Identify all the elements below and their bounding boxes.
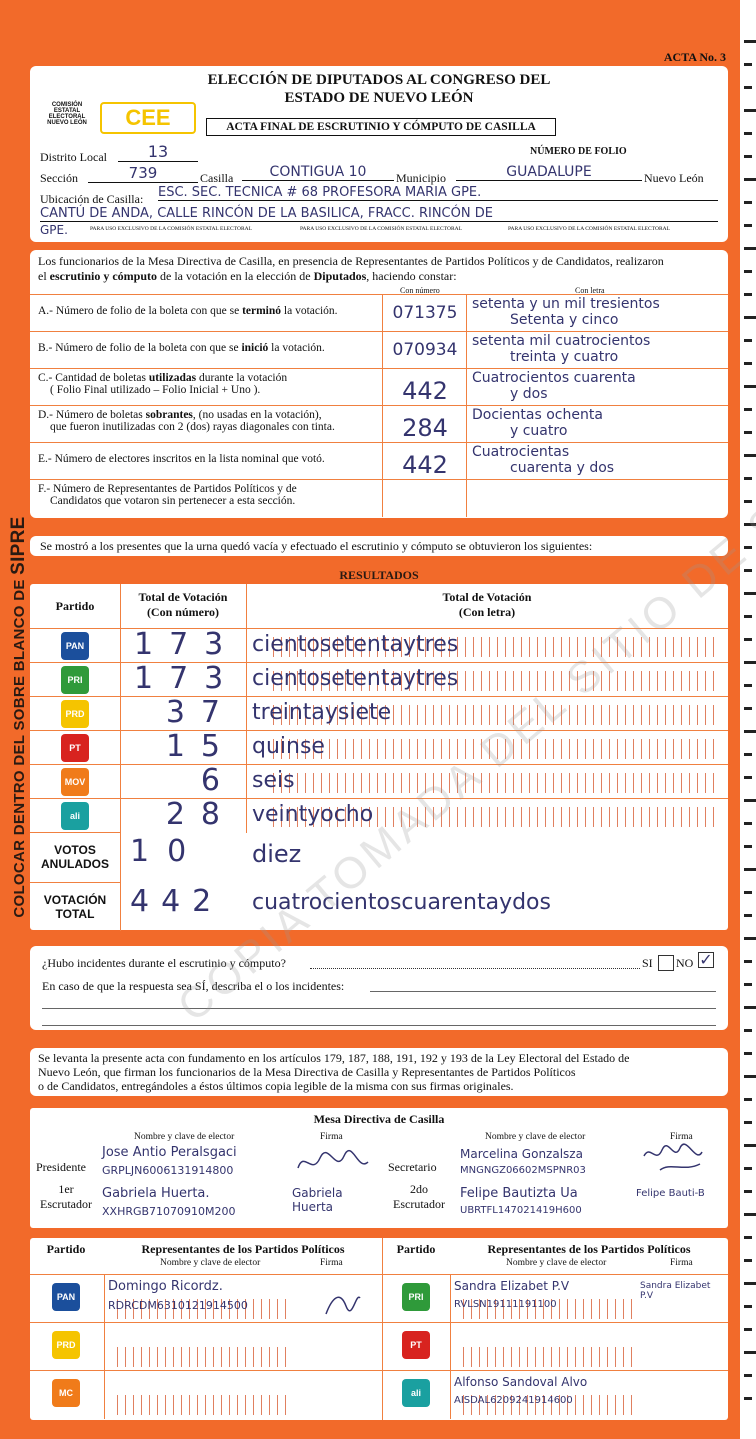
barcode-mark <box>744 1328 752 1331</box>
seccion-value: 739 <box>88 164 198 183</box>
acta-number: ACTA No. 3 <box>663 50 726 64</box>
item-letra-1: Cuatrocientas <box>472 444 570 460</box>
party-logo-icon: PAN <box>61 632 89 660</box>
secretario-clave: MNGNGZ06602MSPNR03 <box>460 1165 586 1176</box>
results-row <box>30 764 728 799</box>
barcode-mark <box>744 1397 752 1400</box>
results-col-numero: Total de Votación (Con número) <box>120 584 247 629</box>
rep-party-logo-icon: MC <box>52 1379 80 1407</box>
party-logo-icon: PRI <box>61 666 89 694</box>
total-label: VOTACIÓN TOTAL <box>30 882 121 931</box>
item-numero: 071375 <box>392 303 458 323</box>
legal-line-3: o de Candidatos, entregándoles a éstos últimos copia legible de la misma con sus firmas originales. <box>38 1079 514 1093</box>
distrito-label: Distrito Local <box>40 150 107 164</box>
barcode-mark <box>744 339 752 342</box>
item-letra-1: Docientas ochenta <box>472 407 603 423</box>
reps-col-firma-left: Firma <box>320 1258 343 1268</box>
results-row <box>30 730 728 765</box>
barcode-mark <box>744 1098 752 1101</box>
legal-line-1: Se levanta la presente acta con fundamento en los artículos 179, 187, 188, 191, 192 y 193 de la Ley Electoral del Estado de <box>38 1051 630 1065</box>
title-line-2: ESTADO DE NUEVO LEÓN <box>284 90 474 106</box>
barcode-mark <box>744 270 752 273</box>
barcode-mark <box>744 293 752 296</box>
exclusive-note-1: PARA USO EXCLUSIVO DE LA COMISIÓN ESTATAL ELECTORAL <box>90 226 252 232</box>
results-title: RESULTADOS <box>339 568 419 582</box>
barcode-mark <box>744 1075 756 1078</box>
barcode-mark <box>744 1121 752 1124</box>
item-letra-2: treinta y cuatro <box>510 349 619 365</box>
barcode-mark <box>744 86 752 89</box>
incidents-question: ¿Hubo incidentes durante el escrutinio y cómputo? <box>42 956 286 970</box>
party-votes-numero: 173 <box>134 661 240 696</box>
barcode-mark <box>744 615 752 618</box>
barcode-mark <box>744 477 752 480</box>
ubicacion-line-3: GPE. <box>40 223 68 237</box>
item-letra-1: setenta mil cuatrocientos <box>472 333 651 349</box>
barcode-mark <box>744 247 756 250</box>
presidente-clave: GRPLJN6006131914800 <box>102 1164 234 1177</box>
item-label: C.- Cantidad de boletas utilizadas durante la votación ( Folio Final utilizado – Folio Inicial + Uno ). <box>38 372 288 396</box>
header-section <box>30 66 728 242</box>
secretario-nombre: Marcelina Gonzalsza <box>460 1147 583 1161</box>
item-label: D.- Número de boletas sobrantes, (no usadas en la votación), que fueron inutilizadas con 2 (dos) rayas diagonales con tinta. <box>38 409 335 433</box>
anulados-numero: 10 <box>130 834 205 869</box>
items-section <box>30 250 728 518</box>
reps-col-rep-right: Representantes de los Partidos Políticos <box>487 1242 691 1256</box>
rep-party-logo-icon: PRI <box>402 1283 430 1311</box>
reps-col-partido-right: Partido <box>396 1242 436 1256</box>
legal-line-2: Nuevo León, que firman los funcionarios de la Mesa Directiva de Casilla y Representantes de Partidos Políticos <box>38 1065 576 1079</box>
secretario-label: Secretario <box>388 1160 437 1174</box>
barcode-mark <box>744 1190 752 1193</box>
item-row <box>30 442 728 480</box>
item-letra-2: Setenta y cinco <box>510 312 619 328</box>
item-label: B.- Número de folio de la boleta con que se inició la votación. <box>38 342 325 354</box>
intro-line-2: el escrutinio y cómputo de la votación en la elección de Diputados, haciendo constar: <box>38 269 457 283</box>
distrito-value: 13 <box>118 142 198 162</box>
incidents-describe: En caso de que la respuesta sea SÍ, describa el o los incidentes: <box>42 979 345 993</box>
si-checkbox[interactable] <box>658 955 674 971</box>
item-label: F.- Número de Representantes de Partidos Políticos y de Candidatos que votaron sin pertenecer a esta sección. <box>38 483 297 507</box>
escrutador1-firma: Gabriela Huerta <box>292 1186 343 1214</box>
barcode-mark <box>744 937 756 940</box>
barcode-mark <box>744 1029 752 1032</box>
incidents-section <box>30 946 728 1030</box>
acta-subtitle: ACTA FINAL DE ESCRUTINIO Y CÓMPUTO DE CASILLA <box>206 118 556 136</box>
intro-line-1: Los funcionarios de la Mesa Directiva de Casilla, en presencia de Representantes de Partidos Políticos y de Candidatos, realizaron <box>38 254 664 268</box>
rep-nombre: Alfonso Sandoval Alvo <box>454 1375 588 1389</box>
barcode-mark <box>744 1236 752 1239</box>
presidente-nombre: Jose Antio Peralsgaci <box>102 1145 237 1160</box>
urn-statement-box <box>30 536 728 556</box>
rep-party-logo-icon: PAN <box>52 1283 80 1311</box>
mesa-title: Mesa Directiva de Casilla <box>313 1112 445 1126</box>
item-numero: 442 <box>402 377 448 405</box>
secretario-signature <box>640 1142 720 1176</box>
rep-clave: RDRCDM6310121914500 <box>108 1299 248 1312</box>
rep-party-logo-icon: ali <box>402 1379 430 1407</box>
escrutador2-firma: Felipe Bauti-B <box>636 1188 705 1199</box>
escrutador1-clave: XXHRGB71070910M200 <box>102 1205 236 1218</box>
escrutador2-nombre: Felipe Bautizta Ua <box>460 1186 578 1201</box>
title-line-1: ELECCIÓN DE DIPUTADOS AL CONGRESO DEL <box>207 72 551 88</box>
reps-col-firma-right: Firma <box>670 1258 693 1268</box>
item-row <box>30 368 728 406</box>
escrutador2-clave: UBRTFL147021419H600 <box>460 1205 582 1216</box>
reps-col-nombre-right: Nombre y clave de elector <box>506 1258 607 1268</box>
barcode-mark <box>744 960 752 963</box>
presidente-label: Presidente <box>36 1160 86 1174</box>
party-votes-letra: quinse <box>252 734 325 759</box>
item-row <box>30 294 728 332</box>
barcode-mark <box>744 730 756 733</box>
incidents-line-2[interactable] <box>42 1008 716 1009</box>
seccion-label: Sección <box>40 171 78 185</box>
party-logo-icon: MOV <box>61 768 89 796</box>
barcode-mark <box>744 1144 756 1147</box>
exclusive-note-2: PARA USO EXCLUSIVO DE LA COMISIÓN ESTATAL ELECTORAL <box>300 226 462 232</box>
item-letra-2: y cuatro <box>510 423 568 439</box>
item-numero: 284 <box>402 414 448 442</box>
total-letra: cuatrocientoscuarentaydos <box>252 890 551 915</box>
item-row <box>30 331 728 369</box>
barcode-mark <box>744 201 752 204</box>
party-votes-numero: 15 <box>165 729 236 764</box>
org-name: COMISIÓN ESTATAL ELECTORAL NUEVO LEÓN <box>47 102 87 126</box>
mesa-col-nombre-left: Nombre y clave de elector <box>134 1132 235 1142</box>
reps-col-rep-left: Representantes de los Partidos Políticos <box>141 1242 345 1256</box>
mesa-col-nombre-right: Nombre y clave de elector <box>485 1132 586 1142</box>
watermark: COPIA TOMADA DEL SITIO DE SIPRE <box>168 417 756 1032</box>
party-votes-letra: cientosetentaytres <box>252 632 459 657</box>
party-votes-letra: cientosetentaytres <box>252 666 459 691</box>
col-numero-header: Con número <box>400 286 440 295</box>
barcode-mark <box>744 1259 752 1262</box>
col-letra-header: Con letra <box>575 286 605 295</box>
party-votes-numero: 173 <box>134 627 240 662</box>
escrutador1-nombre: Gabriela Huerta. <box>102 1186 210 1201</box>
barcode-mark <box>744 1305 752 1308</box>
casilla-label: Casilla <box>200 171 234 185</box>
mesa-section <box>30 1108 728 1228</box>
barcode-mark <box>744 799 756 802</box>
party-logo-icon: PRD <box>61 700 89 728</box>
escrutador1-label: 1er Escrutador <box>40 1182 92 1211</box>
barcode-mark <box>744 224 752 227</box>
barcode-mark <box>744 983 752 986</box>
party-votes-letra: seis <box>252 768 295 793</box>
barcode-mark <box>744 753 752 756</box>
estado-label: Nuevo León <box>644 171 704 185</box>
urn-statement: Se mostró a los presentes que la urna quedó vacía y efectuado el escrutinio y cómputo se obtuvieron los siguientes: <box>40 539 593 553</box>
incidents-dots <box>310 968 640 969</box>
escrutador2-label: 2do Escrutador <box>393 1182 445 1211</box>
mesa-col-firma-left: Firma <box>320 1132 343 1142</box>
party-votes-numero: 37 <box>165 695 236 730</box>
item-label: E.- Número de electores inscritos en la lista nominal que votó. <box>38 453 325 465</box>
reps-section <box>30 1238 728 1420</box>
barcode-mark <box>744 155 752 158</box>
barcode-mark <box>744 868 756 871</box>
ubicacion-label: Ubicación de Casilla: <box>40 192 144 206</box>
results-col-partido: Partido <box>30 584 121 629</box>
barcode-mark <box>744 1351 756 1354</box>
barcode-mark <box>744 845 752 848</box>
barcode-mark <box>744 1167 752 1170</box>
barcode-mark <box>744 454 756 457</box>
barcode-mark <box>744 1213 756 1216</box>
item-numero: 070934 <box>392 340 458 360</box>
casilla-value: CONTIGUA 10 <box>242 164 394 181</box>
barcode-mark <box>744 638 752 641</box>
item-letra-1: setenta y un mil tresientos <box>472 296 660 312</box>
party-votes-numero: 28 <box>165 797 236 832</box>
no-checkbox[interactable]: ✓ <box>699 950 713 969</box>
barcode-mark <box>744 500 752 503</box>
reps-row <box>30 1370 728 1419</box>
barcode-mark <box>744 362 752 365</box>
legal-section <box>30 1048 728 1096</box>
item-letra-2: cuarenta y dos <box>510 460 615 476</box>
reps-row <box>30 1274 728 1323</box>
results-row <box>30 696 728 731</box>
anulados-letra: diez <box>252 840 302 868</box>
barcode-strip <box>740 0 756 1439</box>
barcode-mark <box>744 1052 752 1055</box>
barcode-mark <box>744 707 752 710</box>
exclusive-note-3: PARA USO EXCLUSIVO DE LA COMISIÓN ESTATAL ELECTORAL <box>508 226 670 232</box>
anulados-label: VOTOS ANULADOS <box>30 832 121 883</box>
barcode-mark <box>744 408 752 411</box>
rep-nombre: Domingo Ricordz. <box>108 1279 223 1294</box>
barcode-mark <box>744 1374 752 1377</box>
municipio-value: GUADALUPE <box>456 164 642 181</box>
barcode-mark <box>744 661 756 664</box>
rep-clave: AISDAL6209241914600 <box>454 1395 573 1406</box>
barcode-mark <box>744 385 756 388</box>
barcode-mark <box>744 109 756 112</box>
no-label: NO <box>676 956 694 970</box>
item-row <box>30 479 728 517</box>
party-votes-letra: veintyocho <box>252 802 374 827</box>
barcode-mark <box>744 1282 756 1285</box>
item-row <box>30 405 728 443</box>
rep-party-logo-icon: PRD <box>52 1331 80 1359</box>
barcode-mark <box>744 431 752 434</box>
barcode-mark <box>744 316 756 319</box>
barcode-mark <box>744 63 752 66</box>
barcode-mark <box>744 1006 756 1009</box>
ubicacion-line-1: ESC. SEC. TECNICA # 68 PROFESORA MARIA GPE. <box>158 185 718 201</box>
item-label: A.- Número de folio de la boleta con que se terminó la votación. <box>38 305 338 317</box>
barcode-mark <box>744 776 752 779</box>
rep-party-logo-icon: PT <box>402 1331 430 1359</box>
presidente-signature <box>292 1148 372 1178</box>
folio-label: NÚMERO DE FOLIO <box>530 146 627 157</box>
party-votes-letra: treintaysiete <box>252 700 392 725</box>
rep-pan-signature <box>322 1288 362 1318</box>
side-instruction: COLOCAR DENTRO DEL SOBRE BLANCO DE SIPRE <box>8 516 29 918</box>
party-logo-icon: PT <box>61 734 89 762</box>
barcode-mark <box>744 891 752 894</box>
barcode-mark <box>744 822 752 825</box>
total-numero: 442 <box>130 884 224 919</box>
reps-col-nombre-left: Nombre y clave de elector <box>160 1258 261 1268</box>
barcode-mark <box>744 178 756 181</box>
incidents-line-1[interactable] <box>370 991 716 992</box>
ubicacion-line-2: CANTÚ DE ANDA, CALLE RINCÓN DE LA BASILICA, FRACC. RINCÓN DE <box>40 206 718 222</box>
party-votes-numero: 6 <box>200 763 236 798</box>
mesa-col-firma-right: Firma <box>670 1132 693 1142</box>
barcode-mark <box>744 592 756 595</box>
party-logo-icon: ali <box>61 802 89 830</box>
si-label: SI <box>642 956 653 970</box>
reps-col-partido-left: Partido <box>46 1242 86 1256</box>
rep-clave: RVLSN19111191100 <box>454 1299 557 1310</box>
barcode-mark <box>744 914 752 917</box>
cee-logo: CEE <box>100 102 196 134</box>
rep-nombre: Sandra Elizabet P.V <box>454 1279 570 1293</box>
results-col-letra: Total de Votación (Con letra) <box>246 584 728 629</box>
item-letra-1: Cuatrocientos cuarenta <box>472 370 636 386</box>
rep-firma: Sandra Elizabet P.V <box>640 1281 711 1301</box>
incidents-line-3[interactable] <box>42 1025 716 1026</box>
barcode-mark <box>744 684 752 687</box>
reps-row <box>30 1322 728 1371</box>
item-letra-2: y dos <box>510 386 548 402</box>
barcode-mark <box>744 40 756 43</box>
item-numero: 442 <box>402 451 448 479</box>
municipio-label: Municipio <box>396 171 446 185</box>
barcode-mark <box>744 132 752 135</box>
